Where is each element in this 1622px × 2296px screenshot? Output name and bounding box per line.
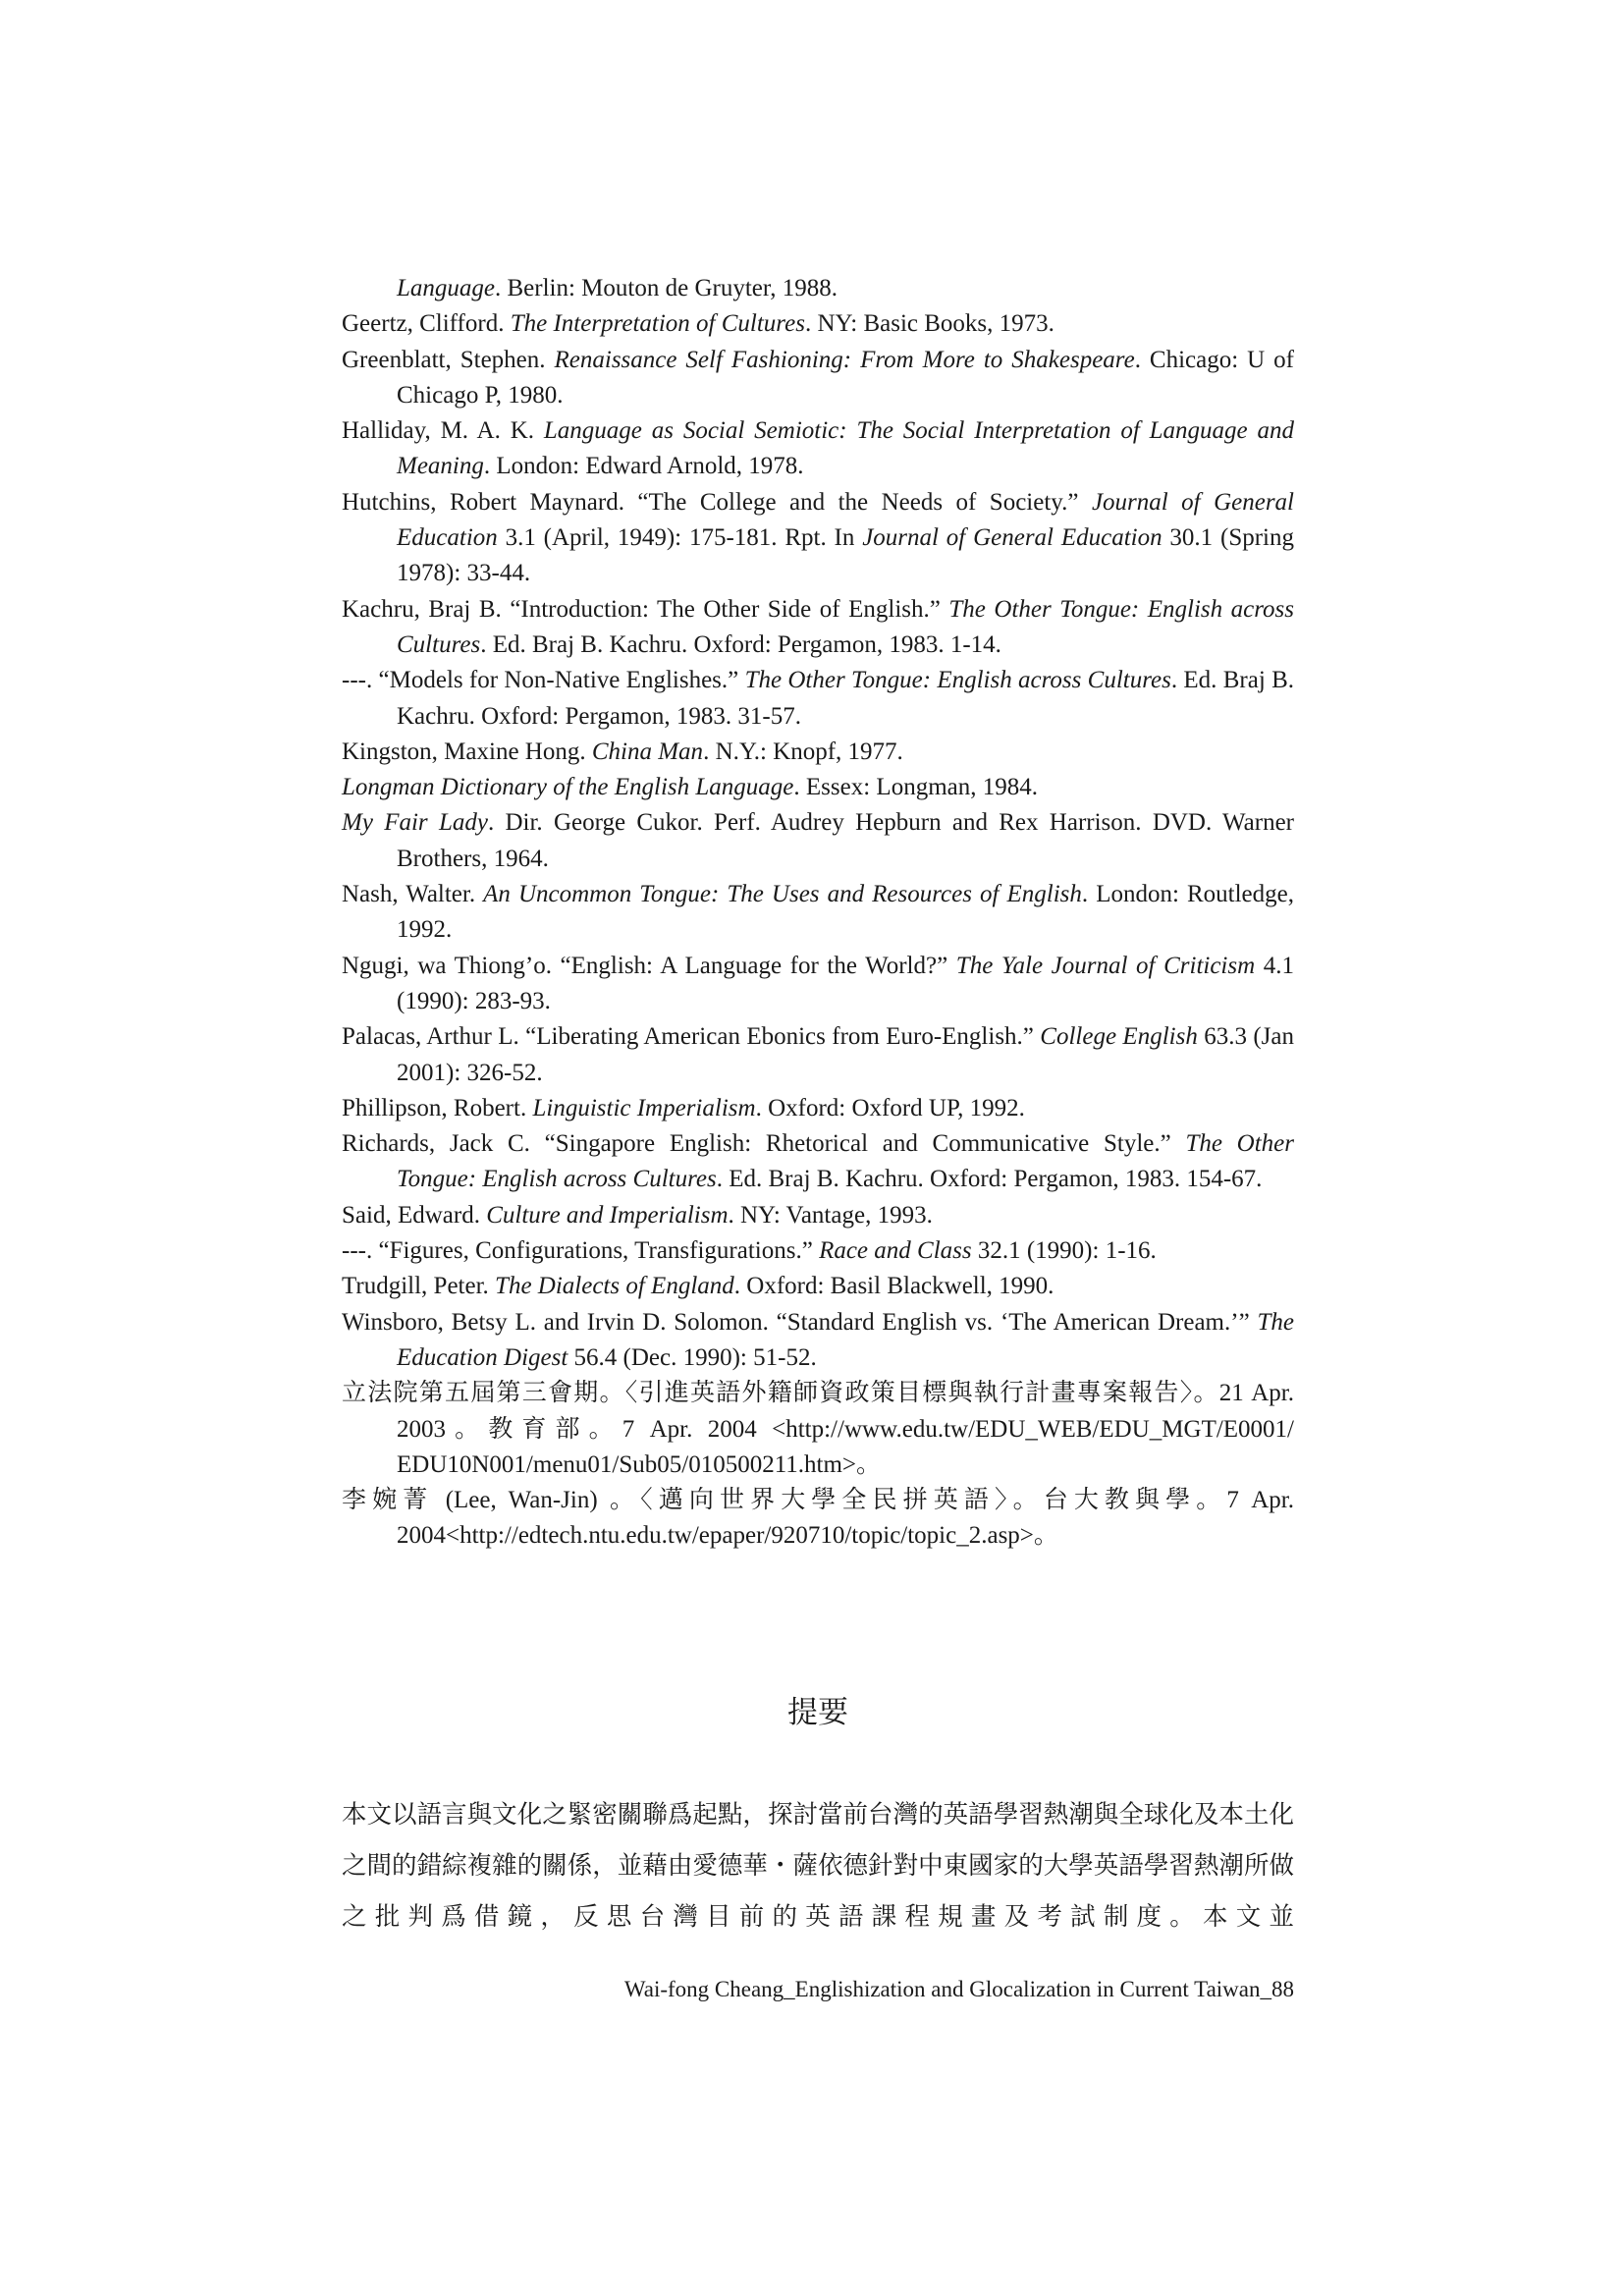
reference-entry <box>342 805 1294 877</box>
reference-entry <box>342 413 1294 485</box>
reference-text: Nash, Walter. <box>342 881 484 908</box>
reference-entry <box>342 1126 1294 1198</box>
reference-entry <box>342 770 1294 805</box>
reference-text: . London: Edward Arnold, 1978. <box>483 453 804 480</box>
reference-title: The Yale Journal of Criticism <box>955 952 1256 979</box>
reference-entry <box>342 1269 1294 1304</box>
reference-title: College English <box>1040 1023 1198 1051</box>
reference-text: . NY: Vantage, 1993. <box>728 1201 933 1229</box>
reference-text: Kingston, Maxine Hong. <box>342 738 592 765</box>
reference-title: The Education Digest <box>397 1308 1294 1371</box>
reference-entry <box>342 1376 1294 1483</box>
reference-text: Phillipson, Robert. <box>342 1094 533 1121</box>
reference-entry <box>342 735 1294 770</box>
reference-text: . Ed. Braj B. Kachru. Oxford: Pergamon, 1983. 154-67. <box>716 1166 1263 1193</box>
reference-entry <box>342 877 1294 949</box>
reference-text: . London: Routledge, 1992. <box>397 881 1294 944</box>
reference-text: 3.1 (April, 1949): 175-181. Rpt. In <box>497 524 863 552</box>
reference-text: . Ed. Braj B. Kachru. Oxford: Pergamon, 1983. 31-57. <box>397 667 1294 730</box>
reference-title: Race and Class <box>819 1237 972 1265</box>
reference-title: Language as Social Semiotic: The Social Interpretation of Language and Meaning <box>397 417 1295 480</box>
reference-text: . Oxford: Oxford UP, 1992. <box>755 1094 1025 1121</box>
reference-text: . Chicago: U of Chicago P, 1980. <box>397 346 1294 409</box>
reference-title: The Other Tongue: English across Cultures <box>744 667 1171 694</box>
reference-text: Said, Edward. <box>342 1201 487 1229</box>
reference-text: Greenblatt, Stephen. <box>342 346 555 373</box>
reference-text: . NY: Basic Books, 1973. <box>804 310 1054 338</box>
reference-text: Richards, Jack C. “Singapore English: Rhetorical and Communicative Style.” <box>342 1130 1186 1158</box>
reference-entry <box>342 949 1294 1020</box>
reference-text: Ngugi, wa Thiong’o. “English: A Language for the World?” <box>342 952 956 979</box>
reference-title: The Other Tongue: English across Cultures <box>397 595 1295 658</box>
reference-title: Linguistic Imperialism <box>532 1094 756 1121</box>
reference-text: 立法院第五屆第三會期。〈引進英語外籍師資政策目標與執行計畫專案報告〉。21 Apr. 2003。教育部。7 Apr. 2004 <http://www.edu.tw/EDU_WEB/EDU_MGT/E0001/ EDU10N001/menu01/Sub05/010500211.htm>。 <box>342 1380 1294 1478</box>
reference-text: 32.1 (1990): 1-16. <box>971 1237 1157 1265</box>
reference-entry <box>342 663 1294 735</box>
abstract-heading: 提要 <box>787 1695 848 1729</box>
reference-title: Longman Dictionary of the English Language <box>342 774 794 801</box>
reference-text: . Dir. George Cukor. Perf. Audrey Hepburn and Rex Harrison. DVD. Warner Brothers, 1964. <box>397 809 1294 872</box>
reference-title: Journal of General Education <box>397 488 1294 552</box>
reference-title: My Fair Lady <box>342 809 488 837</box>
reference-entry <box>342 485 1294 592</box>
reference-text: . Essex: Longman, 1984. <box>793 774 1038 801</box>
reference-text: Geertz, Clifford. <box>342 310 511 338</box>
reference-text: 李婉菁 (Lee, Wan-Jin) 。〈邁向世界大學全民拼英語〉。台大教與學。7 Apr. 2004<http://edtech.ntu.edu.tw/epaper/920710/topic/topic_2.asp>。 <box>342 1487 1294 1550</box>
reference-text: Halliday, M. A. K. <box>342 417 544 445</box>
reference-text: Trudgill, Peter. <box>342 1273 496 1300</box>
reference-list <box>342 271 1294 1555</box>
abstract-body: 本文以語言與文化之緊密關聯爲起點，探討當前台灣的英語學習熱潮與全球化及本土化之間的錯綜複雜的關係，並藉由愛德華・薩依德針對中東國家的大學英語學習熱潮所做之批判爲借鏡，反思台灣目前的英語課程規畫及考試制度。本文並 <box>342 1800 1294 1931</box>
reference-entry <box>342 1233 1294 1269</box>
reference-title: China Man <box>591 738 704 765</box>
reference-entry <box>342 1019 1294 1091</box>
reference-entry <box>342 1198 1294 1233</box>
reference-text: ---. “Figures, Configurations, Transfigurations.” <box>342 1237 820 1265</box>
reference-entry <box>342 306 1294 342</box>
reference-text: . Oxford: Basil Blackwell, 1990. <box>733 1273 1054 1300</box>
reference-title: Renaissance Self Fashioning: From More to Shakespeare <box>554 346 1135 373</box>
reference-title: Journal of General Education <box>862 524 1162 552</box>
reference-title: An Uncommon Tongue: The Uses and Resources of English <box>483 881 1082 908</box>
reference-entry <box>342 1091 1294 1126</box>
reference-entry <box>342 271 1294 306</box>
reference-text: Kachru, Braj B. “Introduction: The Other Side of English.” <box>342 595 949 623</box>
reference-text: ---. “Models for Non-Native Englishes.” <box>342 667 745 694</box>
reference-title: Language <box>397 275 495 301</box>
reference-entry <box>342 343 1294 414</box>
reference-text: 63.3 (Jan 2001): 326-52. <box>397 1023 1294 1086</box>
running-footer: Wai-fong Cheang_Englishization and Glocalization in Current Taiwan_88 <box>623 1977 1294 2001</box>
reference-text: 56.4 (Dec. 1990): 51-52. <box>568 1343 817 1371</box>
reference-text: Winsboro, Betsy L. and Irvin D. Solomon. “Standard English vs. ‘The American Dream.’” <box>342 1308 1258 1336</box>
reference-text: Hutchins, Robert Maynard. “The College and the Needs of Society.” <box>342 488 1092 516</box>
reference-entry <box>342 1305 1294 1377</box>
reference-title: Culture and Imperialism <box>486 1201 729 1229</box>
reference-text: . Ed. Braj B. Kachru. Oxford: Pergamon, 1983. 1-14. <box>480 630 1001 658</box>
reference-text: 4.1 (1990): 283-93. <box>397 952 1295 1014</box>
reference-text: 30.1 (Spring 1978): 33-44. <box>397 524 1294 587</box>
reference-text: . N.Y.: Knopf, 1977. <box>703 738 903 765</box>
reference-text: . Berlin: Mouton de Gruyter, 1988. <box>495 275 838 301</box>
reference-entry <box>342 1483 1294 1555</box>
reference-title: The Interpretation of Cultures <box>510 310 805 338</box>
reference-text: Palacas, Arthur L. “Liberating American Ebonics from Euro-English.” <box>342 1023 1041 1051</box>
reference-entry <box>342 592 1294 664</box>
reference-title: The Dialects of England <box>495 1273 734 1300</box>
reference-title: The Other Tongue: English across Cultures <box>397 1130 1295 1193</box>
